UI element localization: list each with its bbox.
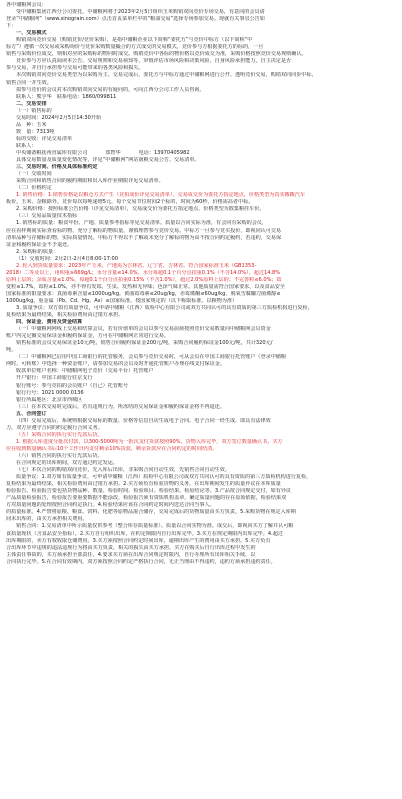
s2b-line: 2. 采购标的质量： — [16, 248, 59, 255]
s2b-line: 原料上层的；杂质含量≤1.0%，每超0.1个百分点扣重0.15%（不含1.0%），超过2.0%原料上层的；不完善粒≤6.0%；霉 — [6, 276, 282, 283]
s2b-line: 具体交易数量及质量变化情况等，详见“中储粮网”网站南粮交易公告、交易清单。 — [16, 157, 200, 164]
s2b-line: （七）本次合同的购销双向竞价，先入库后出库，非采购合同自动生效，先销售合同自动生效。 — [16, 467, 230, 474]
s2b-line: 三、交易时间、价格及具体标准约定 — [16, 164, 98, 171]
s2b-line: 复检结果为最终结果，相关检验费用由过错方承担。 — [6, 312, 124, 319]
s2b-line: （1）交收时间：2月2日-2月4日8:00-17:00 — [16, 255, 119, 262]
s2b-line: （二）中储粮网已启用中国工商银行的托管服务，会员参与竞价交易时，可从会员在中国工商银行托管账户（登录中储粮 — [16, 354, 286, 361]
s2b-line: （三）交易品质量技术指标 — [16, 213, 78, 220]
s2b-line: 2018）二等及以上，用积重≥669g/L；水分含量≤14.0%，水分每超0.1个百分点扣重0.1%（不含14.0%）。超过14.8% — [6, 269, 281, 276]
s2b-line: 1. 销售标的质量：粮食年份、产地、质量参考指标等见交易清单。质量以合同实际为准，有会同有采购的会员， — [16, 220, 267, 227]
s1-line: 销售与采购价位成交，则相对应的采购标的物同时成交。购销竞价中各标的物价格以竞价成交为准，采购价格按照竞价交易规则确认。 — [6, 51, 307, 58]
s2b-line: 清单品种与存储标的物，实际质量情况。中标方不得以不了解或未充分了解标的物为由不按合同约定履约，若违约，交易保 — [6, 234, 282, 241]
s2b-line: 间未出库的，由买方承担相关费用。 — [6, 516, 88, 523]
s2b-line: 主体责任事故的，买方须承担全部责任。4.要求买方须在出库合同规定时限内，自行办理所有出库相关手续，以 — [6, 551, 256, 558]
contact-line — [6, 150, 396, 157]
s2b-line: （一）交收时间 — [16, 171, 52, 178]
s2b-line: 采购合同和销售合同的履约期限和出入库作业期限详见交易清单。 — [16, 178, 164, 185]
s2-line: 数 量：7313吨 — [16, 128, 55, 135]
s2b-line: 复检结果为最终结果，相关检验费用由过错方承担。2.买方须负有检验货物的义务，在出库期间发生的质量异议在本库质量 — [6, 481, 281, 488]
s2b-line: 在合同规定的出库期间，双方通过约定发运。 — [16, 460, 118, 467]
s2b-line: 银行账号：参与竞拍的会员账户（自己）托管账号 — [16, 382, 129, 389]
s2-line: 联系人： — [16, 142, 37, 149]
s2b-line: 销售合同：1.交易清单中所示质量仅供参考（整合库存质量标准）。质量以合同实物为准。成交后，即视同买方了解并认可粮 — [16, 523, 294, 530]
s1-line: 竞价参与方应认真阅读本公告、交易规则和交易须知等，审慎评估市场风险和决策风险，自身风险承担能力，自主决定是否 — [16, 58, 292, 65]
s1-line: 联系人：熊宇华 联系电话：1860/099811 — [16, 93, 117, 100]
document-page — [6, 2, 396, 566]
s2b-line: 产品质量检验报告，检验报告要重要数据不能涂改，检验报告须有资质机构盖章，确定质量问题的存在原始依据，检验结果双 — [6, 495, 287, 502]
contact-phone: 电话：13970405982 — [138, 149, 190, 156]
s2b-line: 账户内完足额交易保证金和履约保证金，方可在中储粮网正常进行交易。 — [6, 333, 170, 340]
s2b-line: 银行行号：1021 0000 0136 — [16, 389, 84, 396]
s2b-line: 五、合同签订 — [16, 410, 47, 417]
s2b-line: 力，双方应遵守合同的约定履行合同义务。 — [6, 424, 103, 431]
s2b-line: 证金和履约保证金不予退还。 — [6, 241, 73, 248]
section-terms — [6, 157, 396, 566]
s2b-line: 方对质量问题的处理按照合同约定执行。4.检验结果应该在合同约定时间内送达合同当事人。 — [6, 502, 215, 509]
s2b-line: 2. 轮入到货质量要求：2023年产玉米，产地需为吉林省、辽宁省、吉林省、符合国家标准玉米（GB1353- — [16, 262, 257, 269]
s2b-line: 国家标准的限量要求：真菌毒素含量≤1000ug/kg，黄曲霉毒素≤20ug/kg，赤霉烯酮≤60ug/kg，脱氧雪腐镰刀菌烯醇≤ — [6, 290, 281, 297]
s2b-line: 合同执行完毕。5.在合同有效期内，双方须按照合同约定严格执行合同，无正当理由不得违约，违约方须承担违约责任。 — [6, 558, 276, 565]
s2b-line: 的质量标准。4.严禁将原粮、粮食、饲料、化肥等原物品混合储存，交易完成后的货物质量由买方负责。5.采购货物在规定入库期 — [6, 509, 296, 516]
s2b-line: 1. 根据入库进度分批次付款，以300-5000吨为一批次支付货款按照90%，货物入库完毕，双方签订数量确认书。买方 — [16, 438, 283, 445]
intro-line: 下： — [6, 23, 17, 30]
s2b-line: （一）中储粮网网线上交易和结算会员，若有价值单的会员以参与交易前须按照竞价交易数量向中储粮网会员资金 — [16, 326, 271, 333]
s2b-line: 银行所属地区：北京市西城区 — [16, 396, 83, 403]
s2b-line: 四、保证金、费用及资金结算 — [16, 319, 83, 326]
s2-line: （一）销售标的 — [16, 107, 52, 114]
s2b-line: 应在看样期间实际查看标的物，充分了解标的物质量，谨慎理智参与竞价交易。中标方一旦参与竞买投价，即视同认可交易 — [6, 227, 282, 234]
s1-line: 销售合同一并生效。 — [6, 79, 52, 86]
s2-line: 交易时间：2024年2月5日14:30开始 — [16, 114, 102, 121]
s2b-line: 1000ug/kg，重金属（Pb、Cd、Hg、As）≤国家标准。按国家规定的（以下称取标准、以粮物为准） — [6, 297, 238, 304]
intro-line: 受中储粮集团江西分公司委托，中储粮网将于2023年2月5日组织玉米购销双向竞价专场交易，有意向的会员请 — [16, 9, 265, 16]
s1-line: 参与交易，并自行承担参与交易可能带来的各类风险和损失。 — [6, 65, 144, 72]
section-trade-arrangement — [6, 101, 396, 150]
intro-section — [6, 2, 396, 30]
s2b-line: 出库期限的，卖方有权收取仓储费用。3.买方须按照合同约定时间出库，逾期出库产生的费用由买方承担。5.买方负有 — [6, 537, 271, 544]
s2b-line: 检验报告。检验报告要包括货物品种、数量、检验时间、检验项目、检验结果、检验结论等。3.产品按合同规定交付，如有异议 — [6, 488, 292, 495]
s2b-line: 开户银行：中国工商银行驻京支行 — [16, 375, 93, 382]
s2b-line: 板价，玉米、杂粮除外。竞价每次每吨递增5元，每个交易节位时间2个标的，时间为60秒，价格需高者中标。 — [6, 199, 254, 206]
s2b-line: （三）在本次交易时完成后，若有违规行为，所冻结的交易保证金和履约保证金将不再退还。 — [16, 403, 225, 410]
s2b-line: （四）交易完成后，系统则根据交易标的数量、价格等信息自动生成电子合同。电子合同一经生成，即具有法律效 — [16, 417, 271, 424]
s2b-line: 应在收到数量确认书后10个工作日内支付剩余10%货款，剩余货款应在合同约定的时间结清。 — [6, 445, 218, 452]
s2b-line: （二）价格约定 — [16, 185, 52, 192]
s1-line: 标方”）遵循一次交易或采购询价与竞价采购数量撮合的方式成交的交易模式，竞价参与方根据委托方的标的，一旦 — [6, 44, 264, 51]
s1-line: 购销双向竞价交易（购销竞价/竞价采购），是指中储粮企业以下简称“委托方”与竞价中标方（以下简称“中 — [16, 37, 253, 44]
s2b-line: 食质量现状（含食品安全指标）。2.买方自行组织出库，在约定期限内自行出库完毕。3.买方在规定期限内出库完毕。4.超过 — [6, 530, 283, 537]
s2b-line: 销售标准的会员交易保证金10元/吨，销售合同履约保证金200元/吨，采购合同履约保证金100元/吨，共计320元/ — [16, 340, 273, 347]
s2b-line: 3. 质量争议：双方如有质量争议，可申请中储粮（江西）质检中心有限公司或双方共同认可的具有资质的第三方质检机构进行复检， — [16, 305, 313, 312]
contact-person: 郑智华 — [105, 149, 121, 156]
s2-line: 二、交易安排 — [16, 100, 47, 107]
s1-line: 拟参与竞价的会员对本次购销双向交易的有疑问的，可向江西分公司工作人员咨询。 — [16, 86, 205, 93]
section-trade-mode — [6, 30, 396, 100]
intro-line: 登录“中储粮网”（www.sinograin.com）点击首页菜单栏中的“粮油交易”选择专场参加交易。现就有关事宜公告如 — [6, 16, 265, 23]
s2b-line: 1. 销售价格：1.销售价格是以粮仓方式产生（竞拍成价详见交易清单），交易成交价为委托方指定地点，价格类型为真实敞敞汽车 — [16, 192, 305, 199]
s2b-line: 收款单位账户名称：中储粮网电子竞价（交易平台）托管账户 — [16, 368, 154, 375]
s2-line: 标的交收：详见交易清单 — [16, 135, 73, 142]
contact-company: 中央储备粮抚州直属库有限公司 — [16, 149, 88, 156]
s2b-line: 质量争议：1.双方如有质量争议，可申请中储粮（江西）质检中心有限公司或双方共同认可的具有资质的第三方质检机构进行复检， — [16, 474, 312, 481]
s2b-line: 吨。 — [6, 347, 17, 354]
s2b-line: 变粒≤1.7%，霉粒≤1.0%，亦不得有发霉、生虫、发热和无异味；色泽气味正常。其他质量需符合国家要求，以及食品安全 — [6, 283, 285, 290]
s1-line: 本次购销双向竞价交易类型为以采购为主、交易完成后，委托方与中标方通过中储粮网进行公开、透明竞价交易，购销双向同步中标、 — [16, 72, 317, 79]
s2-line: 品 种：玉米 — [16, 121, 47, 128]
s1-line: 一、交易模式 — [16, 30, 47, 37]
intro-line: 各中储粮网会员： — [6, 2, 47, 8]
s2b-line: 网时，可转账）中选择一种资金账户，请参加交易的会员及时开通托管账户办理在线支付保证金。 — [6, 361, 226, 368]
s2b-line: （六）销售合同的执行实行先款后货。 — [16, 453, 103, 459]
s2b-line: 合出库环节中违规的违法违规行为将由买方负责，相关的损失由买方承担。买方在购买后自行出库过程中发生的 — [6, 544, 256, 551]
s2b-line: 2. 采购价格：按照标准公告价格（详见交易清单），交易成交价为委托方指定地点，价格类型为散集粮挂车价。 — [16, 206, 265, 213]
s2b-line: （五）采购合同的执行实行先款后货。 — [16, 431, 103, 438]
